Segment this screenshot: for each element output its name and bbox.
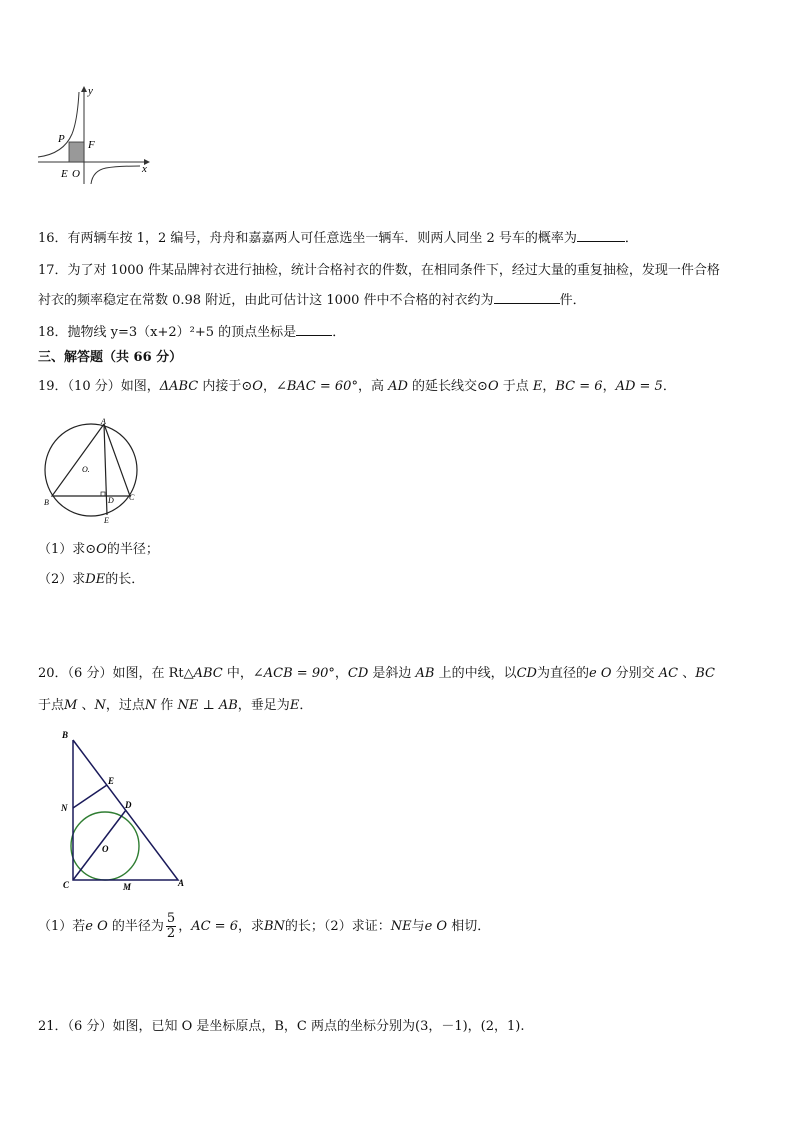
fraction: $\frac{5}{2}$: [166, 911, 176, 941]
question-17-line2: 衬衣的频率稳定在常数 0.98 附近，由此可估计这 1000 件中不合格的衬衣约为 件．: [38, 293, 586, 308]
q20-A: A: [178, 878, 185, 888]
q19-B: B: [44, 498, 49, 507]
answer-blank[interactable]: [296, 323, 332, 336]
q20-figure: [56, 726, 196, 894]
q19-E: E: [104, 516, 109, 525]
fig15-E: E: [61, 168, 68, 180]
fig15-F: F: [88, 139, 95, 151]
fig15-P: P: [58, 133, 65, 145]
q20-B: B: [62, 730, 69, 740]
q19-O: O.: [82, 465, 90, 474]
question-19-part1: （1）求⊙O的半径；: [38, 542, 159, 557]
question-17-line1: 17．为了对 1000 件某品牌衬衣进行抽检，统计合格衬衣的件数，在相同条件下，经过大量的重复抽检，发现一件合格: [38, 263, 720, 278]
question-21: 21．（6 分）如图，已知 O 是坐标原点，B，C 两点的坐标分别为(3，－1)，(2，1).: [38, 1019, 525, 1034]
question-20-line1: 20．（6 分）如图，在 Rt△ABC 中，∠ACB = 90°，CD 是斜边 AB 上的中线，以CD为直径的e O 分别交 AC 、BC: [38, 666, 715, 681]
answer-blank[interactable]: [494, 291, 560, 304]
q19-D: D: [108, 496, 114, 505]
q20-N: N: [61, 803, 68, 813]
fig15-y: y: [88, 85, 93, 97]
question-18: 18．抛物线 y=3（x+2）²+5 的顶点坐标是 ．: [38, 325, 346, 340]
fig15-x: x: [142, 163, 147, 175]
q20-M: M: [123, 882, 132, 892]
question-20-line2: 于点M 、N，过点N 作 NE ⊥ AB，垂足为E．: [38, 698, 313, 713]
q19-figure: [38, 414, 150, 528]
q20-O: O: [102, 844, 109, 854]
q20-D: D: [125, 800, 132, 810]
q19-C: C: [129, 493, 135, 502]
section-heading: 三、解答题（共 66 分）: [38, 350, 183, 365]
q15-figure: [36, 82, 156, 190]
q20-E: E: [108, 776, 115, 786]
q19-A: A: [101, 417, 106, 426]
question-19: 19．（10 分）如图，ΔABC 内接于⊙O，∠BAC = 60°，高 AD 的延长线交⊙O 于点 E，BC = 6，AD = 5．: [38, 379, 676, 394]
question-16: 16．有两辆车按 1，2 编号，舟舟和嘉嘉两人可任意选坐一辆车．则两人同坐 2 号车的概率为 ．: [38, 231, 638, 246]
question-20-parts: （1）若e O 的半径为 $\frac{5}{2}$ ，AC = 6，求BN的长；（2）求证：NE与e O 相切．: [38, 911, 491, 941]
answer-blank[interactable]: [577, 229, 625, 242]
fig15-O: O: [72, 168, 80, 180]
question-19-part2: （2）求DE的长．: [38, 572, 145, 587]
q20-C: C: [63, 880, 70, 890]
